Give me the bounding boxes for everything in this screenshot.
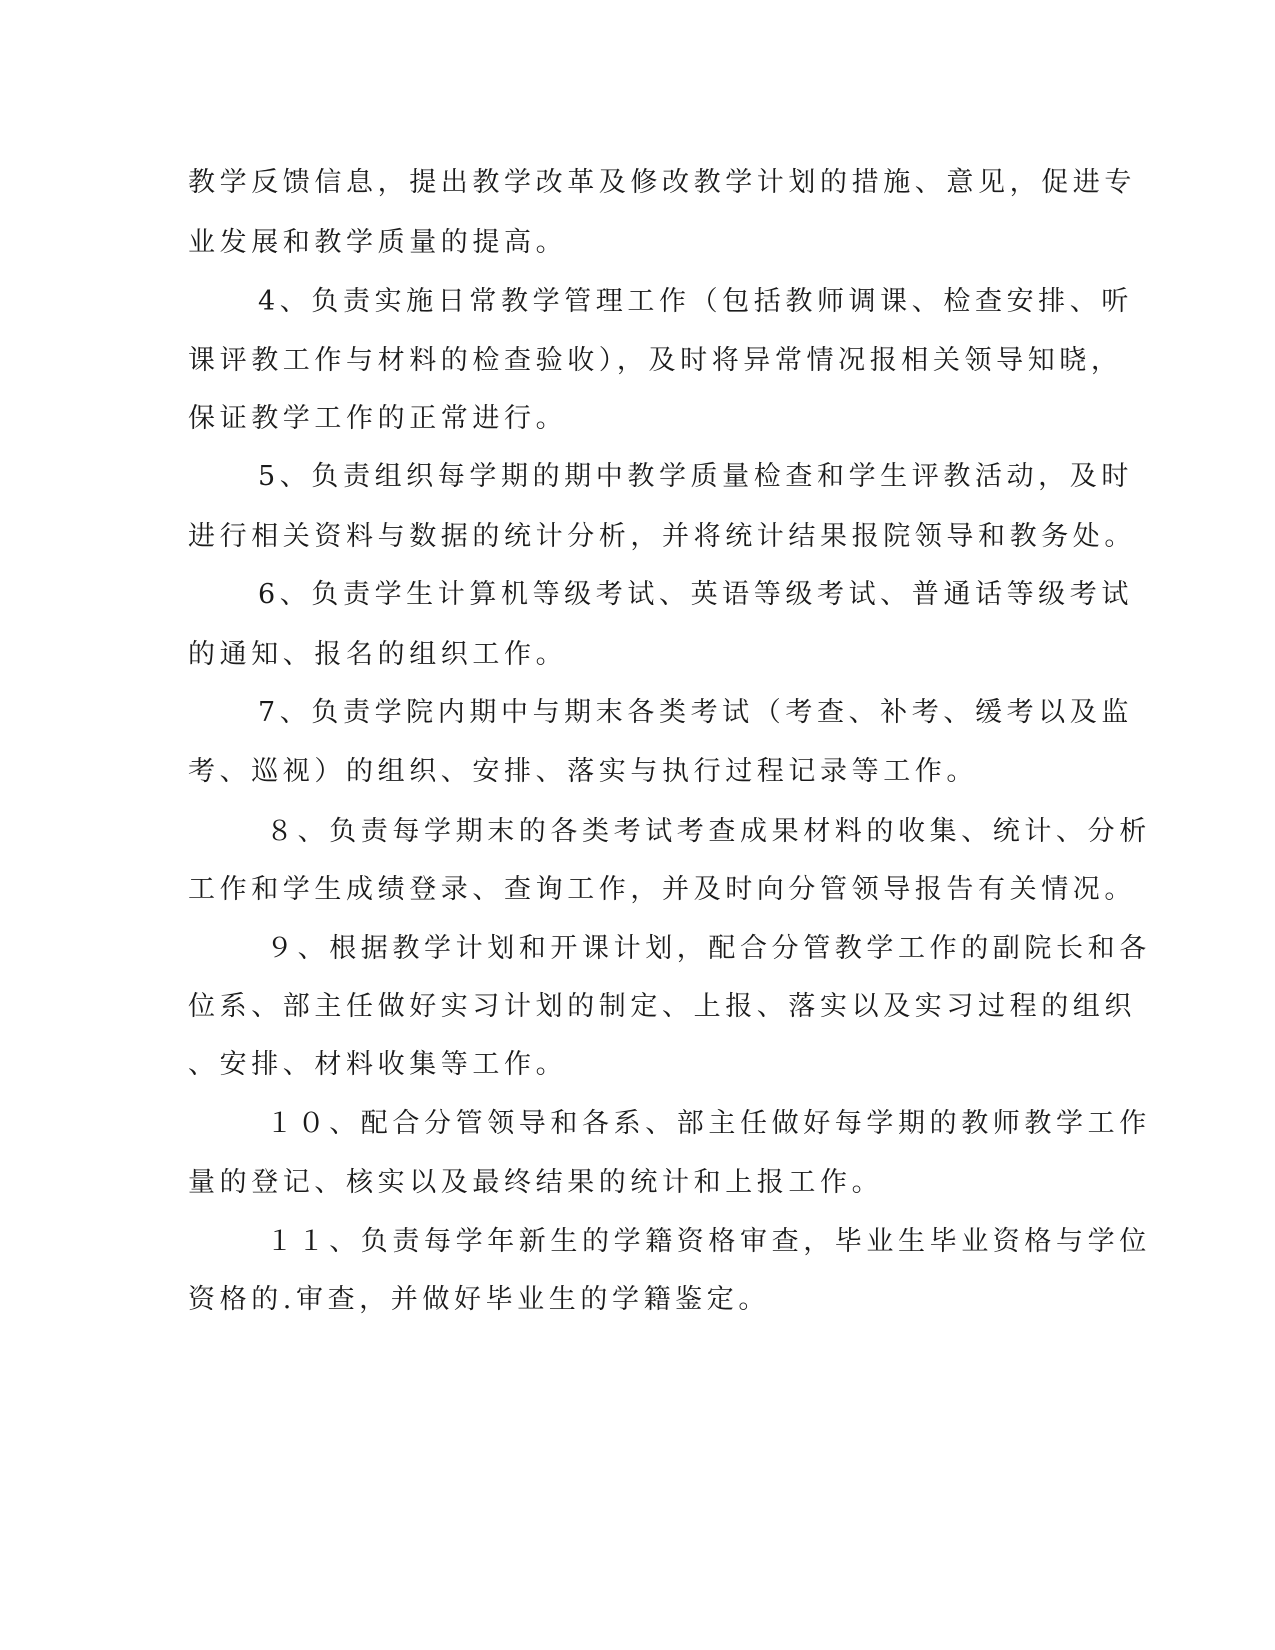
text-line: 7、负责学院内期中与期末各类考试（考查、补考、缓考以及监 <box>258 697 1133 728</box>
text-line: 教学反馈信息，提出教学改革及修改教学计划的措施、意见，促进专 <box>188 167 1136 198</box>
text-line: ９、根据教学计划和开课计划，配合分管教学工作的副院长和各 <box>266 933 1151 964</box>
text-line: 5、负责组织每学期的期中教学质量检查和学生评教活动，及时 <box>258 461 1133 492</box>
text-line: 6、负责学生计算机等级考试、英语等级考试、普通话等级考试 <box>258 579 1133 610</box>
text-line: 量的登记、核实以及最终结果的统计和上报工作。 <box>188 1167 884 1198</box>
text-line: 、安排、材料收集等工作。 <box>188 1049 568 1080</box>
text-line: 的通知、报名的组织工作。 <box>188 639 568 670</box>
text-line: １０、配合分管领导和各系、部主任做好每学期的教师教学工作 <box>266 1108 1151 1139</box>
text-line: １１、负责每学年新生的学籍资格审查，毕业生毕业资格与学位 <box>266 1226 1151 1257</box>
text-line: 进行相关资料与数据的统计分析，并将统计结果报院领导和教务处。 <box>188 521 1136 552</box>
text-line: 考、巡视）的组织、安排、落实与执行过程记录等工作。 <box>188 756 978 787</box>
text-line: 保证教学工作的正常进行。 <box>188 403 568 434</box>
text-line: 位系、部主任做好实习计划的制定、上报、落实以及实习过程的组织 <box>188 991 1136 1022</box>
text-line: 业发展和教学质量的提高。 <box>188 227 568 258</box>
text-line: 工作和学生成绩登录、查询工作，并及时向分管领导报告有关情况。 <box>188 874 1136 905</box>
text-line: 资格的.审查，并做好毕业生的学籍鉴定。 <box>188 1284 770 1315</box>
text-line: ８、负责每学期末的各类考试考查成果材料的收集、统计、分析 <box>266 816 1151 847</box>
text-line: 课评教工作与材料的检查验收），及时将异常情况报相关领导知晓， <box>188 345 1123 376</box>
text-line: 4、负责实施日常教学管理工作（包括教师调课、检查安排、听 <box>258 286 1133 317</box>
